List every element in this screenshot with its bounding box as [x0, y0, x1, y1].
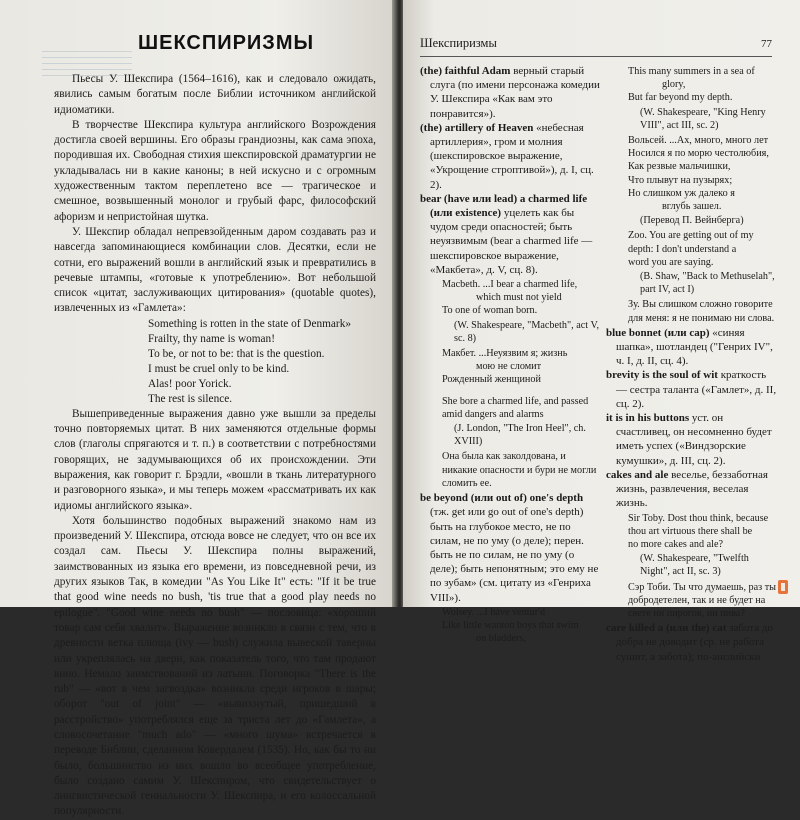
paragraph-borrowings: Хотя большинство подобных выражений знакомо нам из произведений У. Шекспира, отсюда вовсе не следует, что он все их создал сам. Пьесы У. Шекспира полны выражений, заимствованных из языка его времени, из повседневной речи, из других языков Так, в комедии "As You Like It" есть: "If it be true that good wine needs no bush, 'tis true that a good play needs no epilogue". "Good wine needs no bush" — пословица: «хороший товар сам себя хвалит». Выражение возникло в связи с тем, что в древности ветка плюща (ivy — bush) служила вывеской таверны или укреплялась на двери, как показатель того, что там продают вино. Немало заимствований из латыни. Поговорка "There is the rub" — «вот в чем загвоздка» возникла среди игроков в шары; оборот "out of joint" — «вывихнутый, пришедший в расстройство» употреблялся еще за триста лет до «Гамлета», а словосочетание "much ado" — «много шума» встречается в переводе Библии, сделанном Ковердалем (1535). Но, как бы то ни было, большинство из них вошло во всеобщее употребление, было создано самим У. Шекспиром, что свидетельствует о лингвистической гениальности У. Шекспира, и его колоссальной популярности. — [54, 514, 376, 818]
citation-line: But far beyond my depth. — [628, 92, 733, 104]
entry-brevity — [606, 368, 778, 411]
citation-line: Sir Toby. Dost thou think, because — [628, 512, 769, 524]
citation-line: amid dangers and alarms — [442, 408, 544, 420]
quote-item: Alas! poor Yorick. — [148, 377, 232, 390]
citation-line: She bore a charmed life, and passed — [442, 395, 589, 407]
running-header-title: Шекспиризмы — [420, 36, 497, 50]
dictionary-column-right — [606, 64, 778, 664]
citation-line: which must not yield — [476, 292, 562, 304]
citation-source: (W. Shakespeare, "Macbeth", act V, sc. 8) — [454, 319, 600, 344]
paragraph-renaissance: В творчестве Шекспира культура английского Возрождения достигла своей вершины. Его образы грандиозны, как сама эпоха, породившая их. Свободная стихия шекспировской драматургии не укладывалась ни в какие каноны; в ней искусно и с огромным художественным тактом переплетено все — трагическое и смешное, возвышенный монолог и грубый фарс, философский афоризм и непристойная шутка. — [54, 118, 376, 223]
citation-macbeth — [442, 278, 600, 318]
paragraph-intro: Пьесы У. Шекспира (1564–1616), как и следовало ожидать, явились самым богатым после Библии источником английской идиоматики. — [54, 73, 376, 116]
citation-shaw-ru — [628, 298, 778, 324]
entry-headword: be beyond (или out of) one's depth — [420, 492, 584, 505]
citation-line: Zoo. You are getting out of my — [628, 230, 754, 242]
quote-item: The rest is silence. — [148, 392, 233, 405]
entry-in-his-buttons — [606, 411, 778, 468]
citation-line: on bladders, — [476, 633, 526, 645]
entry-headword: bear (have или lead) a charmed life (или existence) — [420, 192, 588, 220]
entry-definition: краткость — сестра таланта («Гамлет», д. II, сц. 2). — [616, 369, 777, 410]
citation-line: thou art virtuous there shall be — [628, 525, 753, 537]
entry-artillery-of-heaven — [420, 121, 600, 192]
page-number: 77 — [761, 38, 772, 50]
citation-line: Макбет. ...Неуязвим я; жизнь — [442, 348, 568, 360]
entry-headword: brevity is the soul of wit — [606, 369, 718, 382]
citation-henry-viii-ru — [628, 134, 778, 213]
citation-source: (Перевод П. Вейнберга) — [640, 215, 744, 227]
entry-cakes-and-ale — [606, 468, 778, 511]
citation-line: вглубь зашел. — [662, 201, 722, 213]
left-page-body — [54, 72, 376, 820]
entry-charmed-life — [420, 192, 600, 277]
citation-line: Носился я по морю честолюбия, — [628, 148, 769, 160]
entry-definition: «синяя шапка», шотландец ("Генрих IV", ч. I, д. II, сц. 4). — [616, 326, 773, 368]
citation-line: glory, — [662, 79, 686, 91]
dictionary-column-left — [420, 64, 600, 646]
citation-source: (J. London, "The Iron Heel", ch. XVIII) — [454, 423, 586, 448]
citation-line: no more cakes and ale? — [628, 538, 724, 550]
citation-twelfth-night — [628, 512, 778, 552]
entry-headword: (the) artillery of Heaven — [420, 121, 534, 134]
citation-line: Сэр Тоби. Ты что думаешь, раз ты добродетелен, так и не будет на свете ни пирогов, ни пива? — [628, 581, 777, 619]
entry-definition: уст. он счастливец, он несомненно будет иметь успех («Виндзорские кумушки», д. III, сц. 2). — [616, 412, 772, 467]
entry-blue-bonnet — [606, 326, 778, 369]
spacer — [420, 388, 600, 394]
citation-twelfth-night-ru — [628, 581, 778, 621]
citation-line: Зу. Вы слишком сложно говорите для меня: я не понимаю ни слова. — [628, 299, 775, 324]
citation-wolsey — [442, 606, 600, 646]
citation-line: depth: I don't understand a — [628, 243, 737, 255]
entry-beyond-depth — [420, 491, 600, 605]
citation-line: Рожденный женщиной — [442, 374, 541, 386]
citation-macbeth-ru — [442, 347, 600, 387]
citation-source: (W. Shakespeare, "Twelfth Night", act II, sc. 3) — [640, 553, 749, 578]
entry-care-killed-cat — [606, 621, 778, 664]
entry-definition: (тж. get или go out of one's depth) быть на глубокое место, не по силам, не по уму (о деле); перен. быть не по силам, не по уму (о деле); быть непонятным; это ему не по зубам» (см. цитату из «Генриха VIII»). — [430, 506, 599, 604]
citation-line: Как резвые мальчишки, — [628, 161, 731, 173]
citation-line: This many summers in a sea of — [628, 66, 755, 77]
citation-line: мою не сломит — [476, 361, 542, 373]
citation-shaw — [628, 229, 778, 269]
citation-line: Вольсей. ...Ах, много, много лет — [628, 135, 769, 147]
entry-headword: it is in his buttons — [606, 412, 690, 425]
citation-line: Wolsey. ...I have ventur'd — [442, 606, 546, 618]
entry-definition: «небесная артиллерия», гром и молния (шекспировское выражение, «Укрощение строптивой»), д. I, сц. 2). — [430, 121, 594, 191]
citation-line: Что плывут на пузырях; — [628, 174, 733, 186]
paragraph-idioms: Вышеприведенные выражения давно уже вышли за пределы точно повторяемых цитат. В них заменяются отдельные формы слов (глаголы спрягаются и т. п.) в соответствии с потребностями говорящих, не задумывающихся об их происхождении. Эти выражения, как говорит г. Брэдли, «вошли в ткань литературного и разговорного языка», и мы теперь можем «рассматривать их как идиомы английского языка». — [54, 407, 376, 512]
entry-definition: веселье, беззаботная жизнь, развлечения, веселая жизнь. — [616, 468, 768, 510]
citation-henry-viii — [628, 65, 778, 105]
citation-line: To one of woman born. — [442, 305, 538, 317]
entry-definition: верный старый слуга (по имени персонажа комедии У. Шекспира «Как вам это понравится»). — [430, 65, 600, 120]
entry-definition: забота до добра не доводит (ср. не работа сушит, а забота); по-английски — [616, 622, 773, 663]
entry-headword: blue bonnet (или cap) — [606, 326, 710, 339]
quote-item: Frailty, thy name is woman! — [148, 332, 275, 345]
quote-item: I must be cruel only to be kind. — [148, 362, 290, 375]
quote-item: Something is rotten in the state of Denmark» — [148, 317, 351, 330]
citation-line: Macbeth. ...I bear a charmed life, — [442, 279, 578, 291]
paragraph-quotable: У. Шекспир обладал непревзойденным даром создавать раз и навсегда запоминающиеся комбинации слов. Десятки, если не сотни, его выражений вошли в английский язык и превратились в речевые штампы, «готовые к употреблению». Вот небольшой список «цитат, заслуживающих цитирования» (quotable quotes), извлеченных из «Гамлета»: — [54, 225, 376, 315]
citation-line: word you are saying. — [628, 256, 714, 268]
page-title: ШЕКСПИРИЗМЫ — [138, 32, 315, 54]
citation-london — [442, 395, 600, 421]
quote-item: To be, or not to be: that is the question. — [148, 347, 325, 360]
entry-headword: care killed a (или the) cat — [606, 622, 727, 635]
citation-line: Она была как заколдована, и никакие опасности и бури не могли сломить ее. — [442, 451, 597, 489]
citation-london-ru — [442, 450, 600, 490]
entry-faithful-adam — [420, 64, 600, 121]
entry-headword: cakes and ale — [606, 468, 669, 481]
entry-headword: (the) faithful Adam — [420, 65, 511, 77]
entry-definition: уцелеть как бы чудом среди опасностей; быть неуязвимым (bear a charmed life — шекспировское выражение, «Макбета», д. V, сц. 8). — [430, 207, 593, 276]
citation-source: (B. Shaw, "Back to Methuselah", part IV, act I) — [640, 271, 775, 296]
citation-source: (W. Shakespeare, "King Henry VIII", act III, sc. 2) — [640, 106, 766, 131]
running-header — [420, 36, 772, 57]
hamlet-quotes-list — [148, 317, 376, 407]
citation-line: Like little wanton boys that swim — [442, 619, 579, 631]
watermark-logo-icon — [778, 580, 788, 594]
citation-line: Но слишком уж далеко я — [628, 187, 735, 199]
